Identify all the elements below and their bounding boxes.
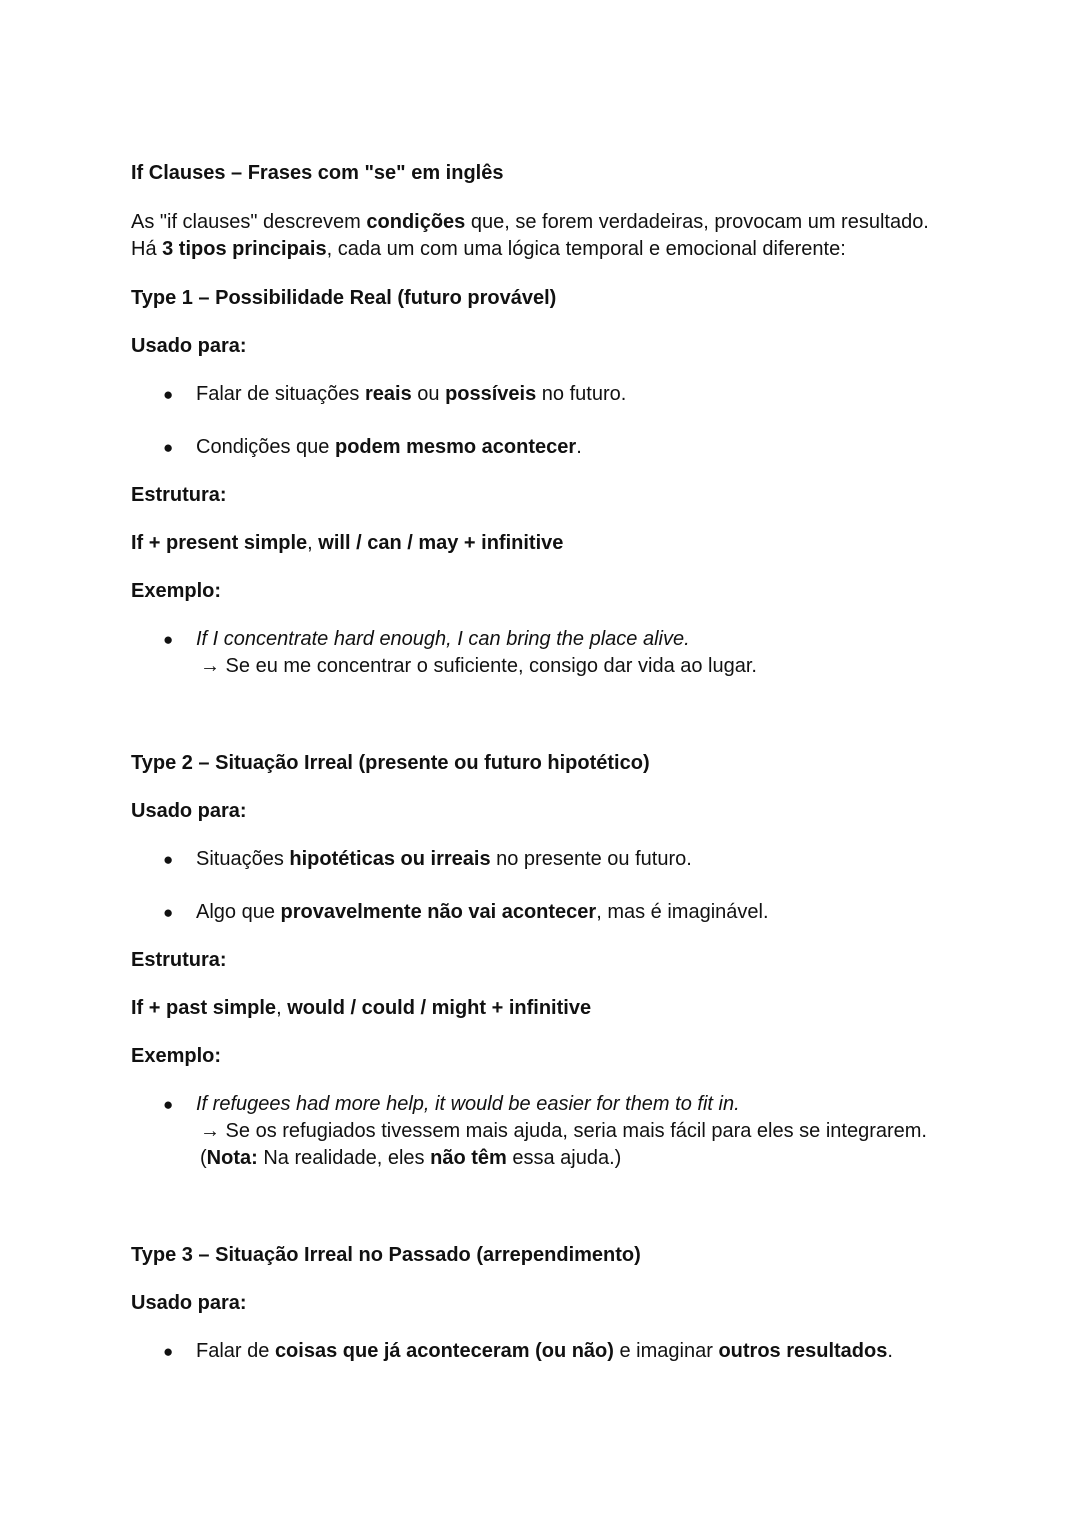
- type2-usage-list: [131, 846, 1011, 926]
- text: ou: [411, 383, 446, 405]
- text: Situações: [196, 848, 290, 870]
- bold-text: possíveis: [445, 383, 537, 405]
- structure-separator: ,: [276, 997, 288, 1019]
- structure-part: would / could / might + infinitive: [287, 997, 592, 1019]
- list-item: [131, 434, 1011, 461]
- document-title: If Clauses – Frases com "se" em inglês: [131, 162, 504, 184]
- text: .: [887, 1340, 893, 1362]
- type2-section: [131, 750, 1011, 1172]
- bold-text: podem mesmo acontecer: [334, 436, 577, 458]
- text: no presente ou futuro.: [490, 848, 692, 870]
- text: essa ajuda.): [506, 1147, 622, 1169]
- example-english-text: If refugees had more help, it would be easier for them to fit in.: [196, 1093, 740, 1115]
- example-note: [196, 1145, 1011, 1172]
- type3-section: [131, 1242, 1011, 1365]
- bullet-icon: ●: [163, 438, 174, 457]
- intro-text: Há: [131, 238, 163, 260]
- type3-usage-label: Usado para:: [131, 1292, 247, 1314]
- bold-text: provavelmente não vai acontecer: [280, 901, 597, 923]
- structure-part: will / can / may + infinitive: [318, 532, 564, 554]
- bold-text: reais: [364, 383, 412, 405]
- type2-example-label: Exemplo:: [131, 1045, 222, 1067]
- type1-structure-label: Estrutura:: [131, 484, 227, 506]
- text: Falar de situações: [196, 383, 365, 405]
- example-english-text: If I concentrate hard enough, I can bring the place alive.: [196, 628, 690, 650]
- type3-usage-list: [131, 1338, 1011, 1365]
- type1-usage-list: [131, 381, 1011, 461]
- bullet-icon: ●: [163, 903, 174, 922]
- structure-separator: ,: [307, 532, 319, 554]
- list-item: [131, 1338, 1011, 1365]
- type1-example-label: Exemplo:: [131, 580, 222, 602]
- text: Na realidade, eles: [257, 1147, 431, 1169]
- example-english: [196, 626, 1011, 653]
- example-translation: → Se eu me concentrar o suficiente, consigo dar vida ao lugar.: [200, 655, 757, 677]
- list-item: [131, 1091, 1011, 1172]
- type1-heading: Type 1 – Possibilidade Real (futuro provável): [131, 287, 557, 309]
- type1-usage-label: Usado para:: [131, 335, 247, 357]
- example-translation: → Se os refugiados tivessem mais ajuda, seria mais fácil para eles se integrarem.: [200, 1120, 927, 1142]
- intro-text: que, se forem verdadeiras, provocam um resultado.: [465, 211, 929, 233]
- bullet-icon: ●: [163, 1342, 174, 1361]
- text: Algo que: [196, 901, 281, 923]
- structure-part: If + present simple: [131, 532, 308, 554]
- intro-bold: condições: [366, 211, 466, 233]
- bold-text: coisas que já aconteceram (ou não): [274, 1340, 614, 1362]
- type2-usage-label: Usado para:: [131, 800, 247, 822]
- type1-structure: [131, 530, 1011, 557]
- intro-line-2: [131, 236, 1011, 263]
- bold-text: hipotéticas ou irreais: [289, 848, 491, 870]
- bullet-icon: ●: [163, 850, 174, 869]
- example-english: [196, 1091, 1011, 1118]
- intro-line-1: [131, 209, 1011, 236]
- text: Falar de: [196, 1340, 275, 1362]
- bold-text: Nota:: [206, 1147, 258, 1169]
- structure-part: If + past simple: [131, 997, 277, 1019]
- text: .: [576, 436, 582, 458]
- intro-text: As "if clauses" descrevem: [131, 211, 367, 233]
- type2-structure-label: Estrutura:: [131, 949, 227, 971]
- bullet-icon: ●: [163, 385, 174, 404]
- text: , mas é imaginável.: [596, 901, 769, 923]
- intro-bold: 3 tipos principais: [162, 238, 327, 260]
- type2-heading: Type 2 – Situação Irreal (presente ou futuro hipotético): [131, 752, 650, 774]
- list-item: [131, 846, 1011, 873]
- text: Condições que: [196, 436, 335, 458]
- intro-paragraph: [131, 209, 1011, 263]
- type2-example-list: [131, 1091, 1011, 1172]
- type1-section: [131, 285, 1011, 680]
- list-item: [131, 626, 1011, 680]
- text: (: [200, 1147, 207, 1169]
- type1-example-list: [131, 626, 1011, 680]
- type2-structure: [131, 995, 1011, 1022]
- text: e imaginar: [613, 1340, 719, 1362]
- type3-heading: Type 3 – Situação Irreal no Passado (arrependimento): [131, 1244, 641, 1266]
- bullet-icon: ●: [163, 630, 174, 649]
- list-item: [131, 899, 1011, 926]
- text: no futuro.: [536, 383, 627, 405]
- intro-text: , cada um com uma lógica temporal e emocional diferente:: [326, 238, 846, 260]
- document-page: [131, 160, 1011, 1386]
- list-item: [131, 381, 1011, 408]
- bullet-icon: ●: [163, 1095, 174, 1114]
- bold-text: outros resultados: [718, 1340, 888, 1362]
- bold-text: não têm: [430, 1147, 507, 1169]
